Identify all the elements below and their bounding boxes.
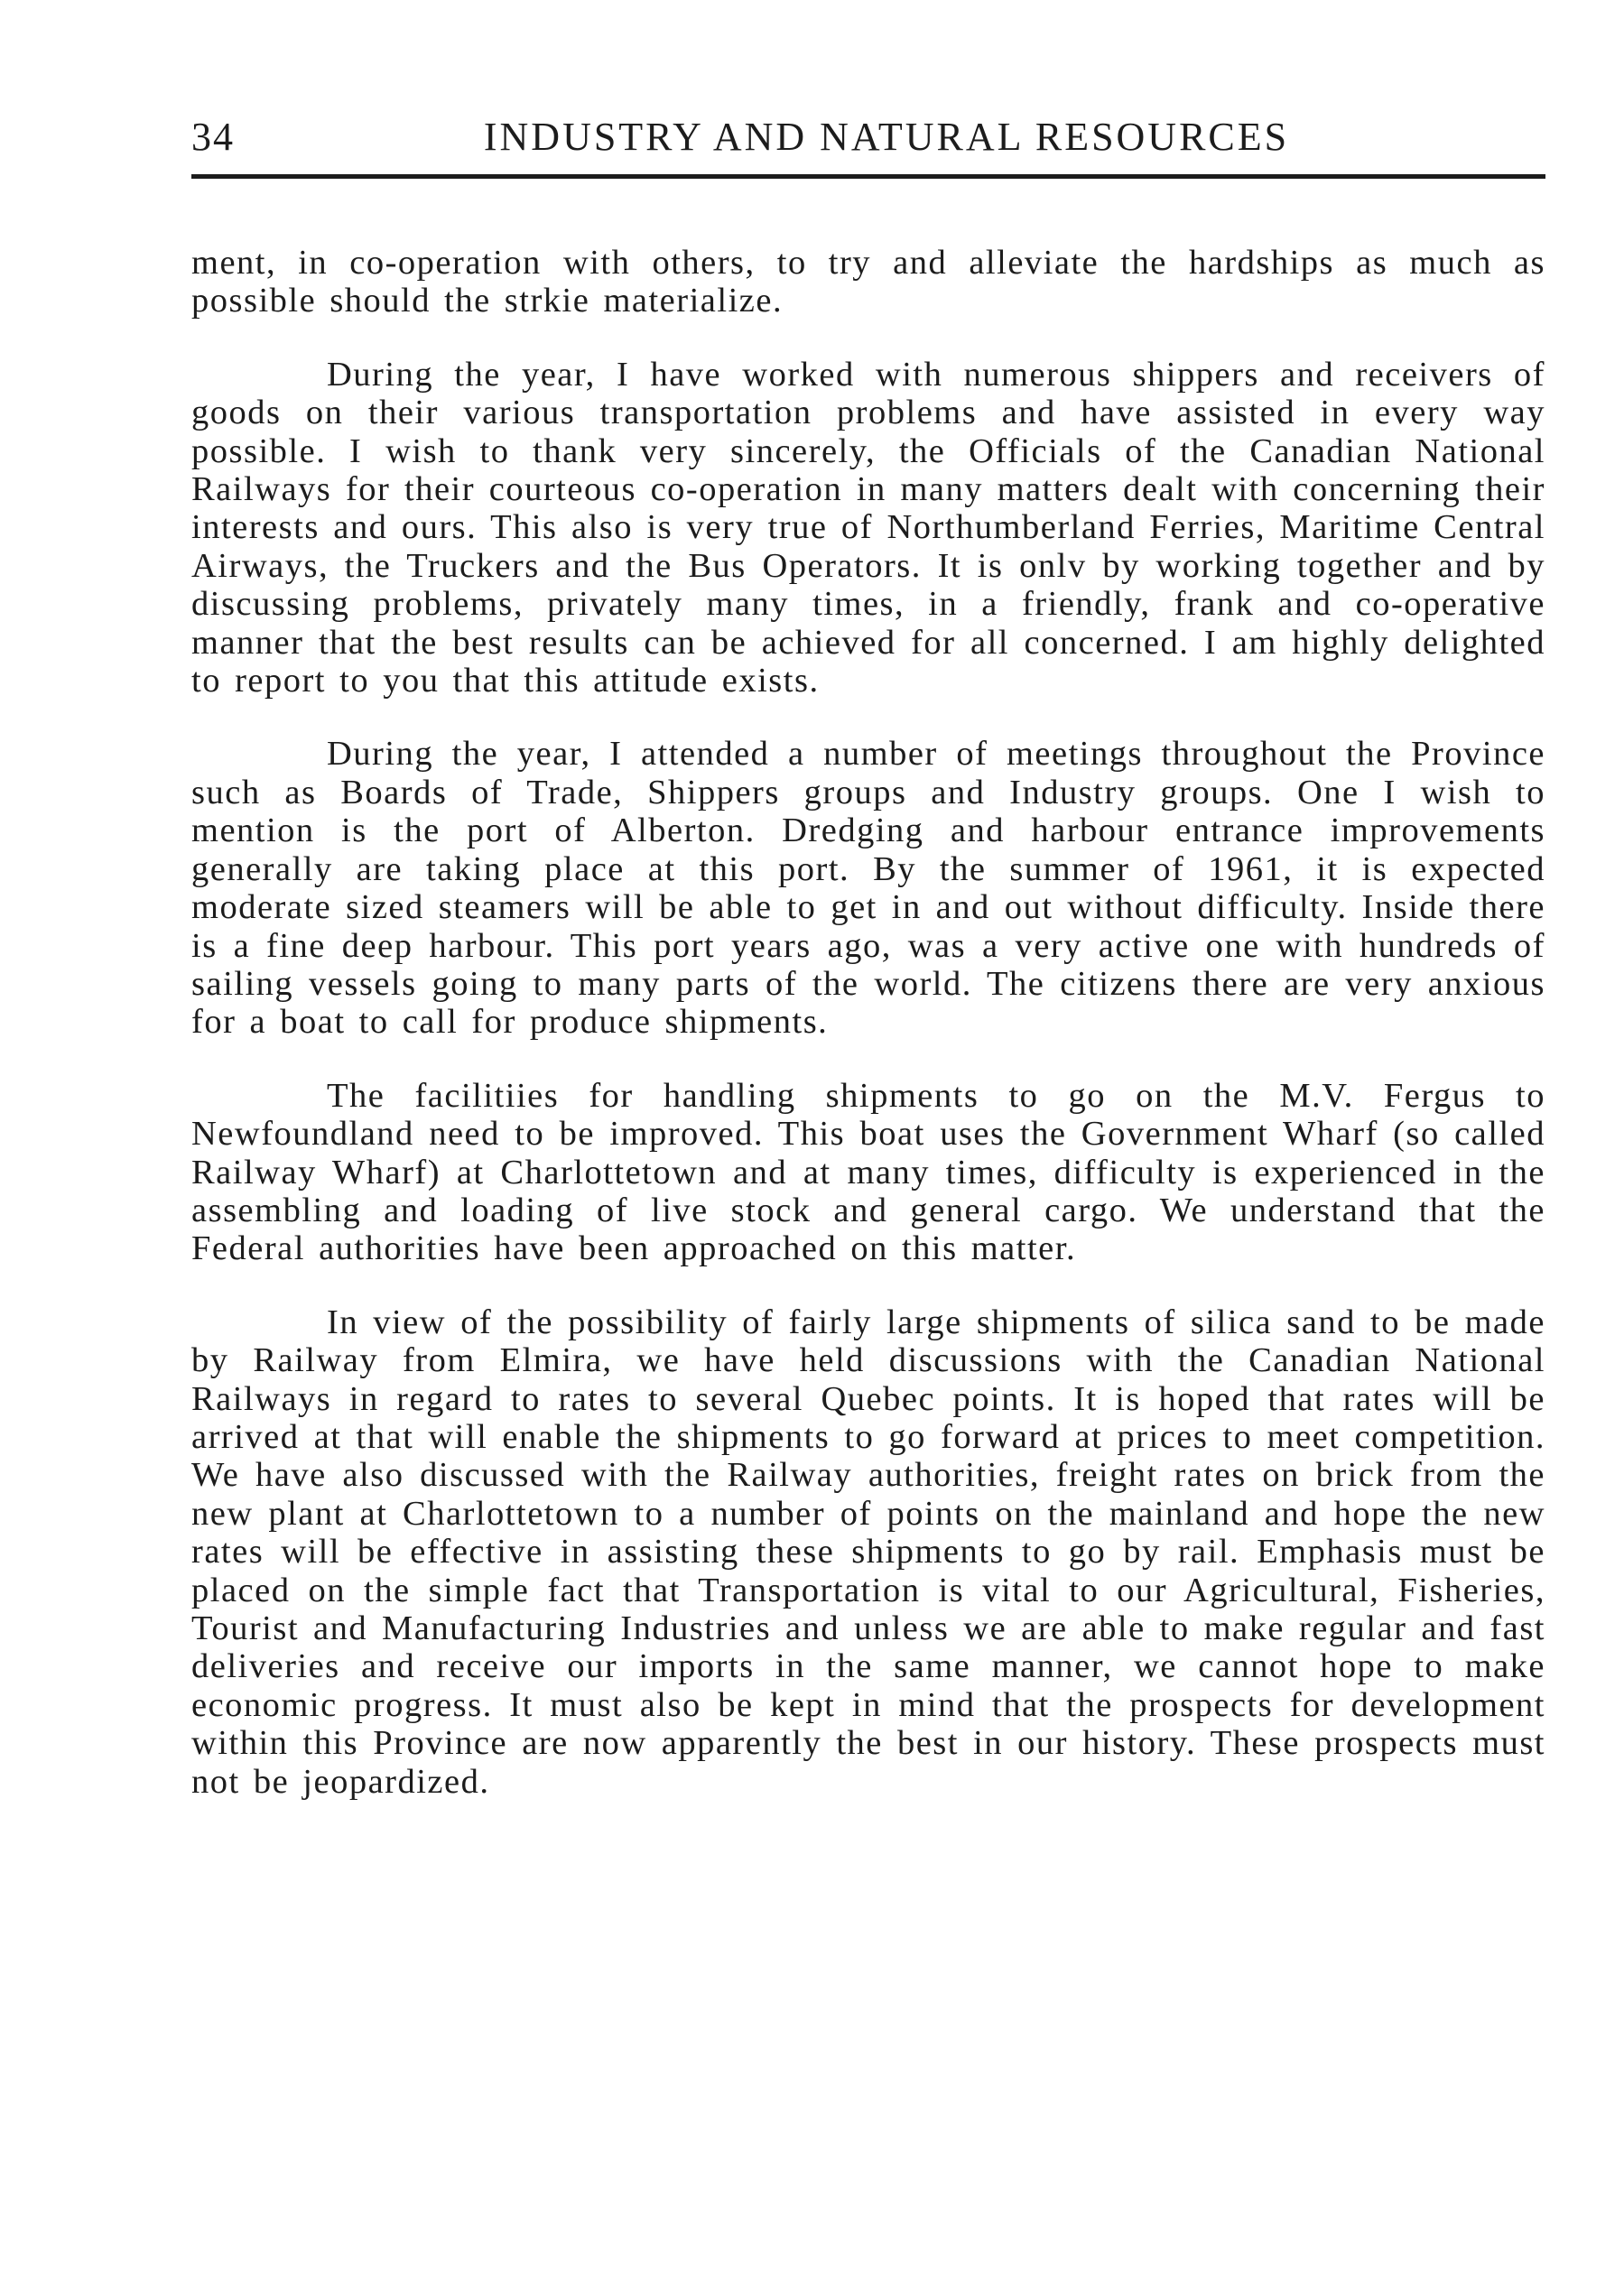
paragraph-continuation: ment, in co-operation with others, to try and alleviate the hardships as much as possible should the strkie materialize. [191, 244, 1545, 320]
paragraph-shippers: During the year, I have worked with numerous shippers and receivers of goods on their various transportation problems and have assisted in every way possible. I wish to thank very sincerely, the Officials of the Canadian National Railways for their courteous co-operation in many matters dealt with concerning their interests and ours. This also is very true of Northumberland Ferries, Maritime Central Airways, the Truckers and the Bus Operators. It is onlv by working together and by discussing problems, privately many times, in a friendly, frank and co-operative manner that the best results can be achieved for all concerned. I am highly delighted to report to you that this attitude exists. [191, 355, 1545, 700]
running-title: INDUSTRY AND NATURAL RESOURCES [483, 115, 1290, 159]
body-text [191, 244, 1545, 1836]
paragraph-silica-sand: In view of the possibility of fairly large shipments of silica sand to be made by Railway from Elmira, we have held discussions with the Canadian National Railways in regard to rates to several Quebec points. It is hoped that rates will be arrived at that will enable the shipments to go forward at prices to meet competition. We have also discussed with the Railway authorities, freight rates on brick from the new plant at Charlottetown to a number of points on the mainland and hope the new rates will be effective in assisting these shipments to go by rail. Emphasis must be placed on the simple fact that Transportation is vital to our Agricultural, Fisheries, Tourist and Manufacturing Industries and unless we are able to make regular and fast deliveries and receive our imports in the same manner, we cannot hope to make economic progress. It must also be kept in mind that the prospects for development within this Province are now apparently the best in our history. These prospects must not be jeopardized. [191, 1303, 1545, 1801]
header-rule [191, 174, 1545, 179]
paragraph-facilities: The facilitiies for handling shipments to go on the M.V. Fergus to Newfoundland need to be improved. This boat uses the Government Wharf (so called Railway Wharf) at Charlottetown and at many times, difficulty is experienced in the assembling and loading of live stock and general cargo. We understand that the Federal authorities have been approached on this matter. [191, 1076, 1545, 1268]
page-header [191, 107, 1545, 161]
page-number: 34 [191, 115, 235, 159]
paragraph-meetings: During the year, I attended a number of meetings throughout the Province such as Boards of Trade, Shippers groups and Industry groups. One I wish to mention is the port of Alberton. Dredging and harbour entrance improvements generally are taking place at this port. By the summer of 1961, it is expected moderate sized steamers will be able to get in and out without difficulty. Inside there is a fine deep harbour. This port years ago, was a very active one with hundreds of sailing vessels going to many parts of the world. The citizens there are very anxious for a boat to call for produce shipments. [191, 735, 1545, 1042]
